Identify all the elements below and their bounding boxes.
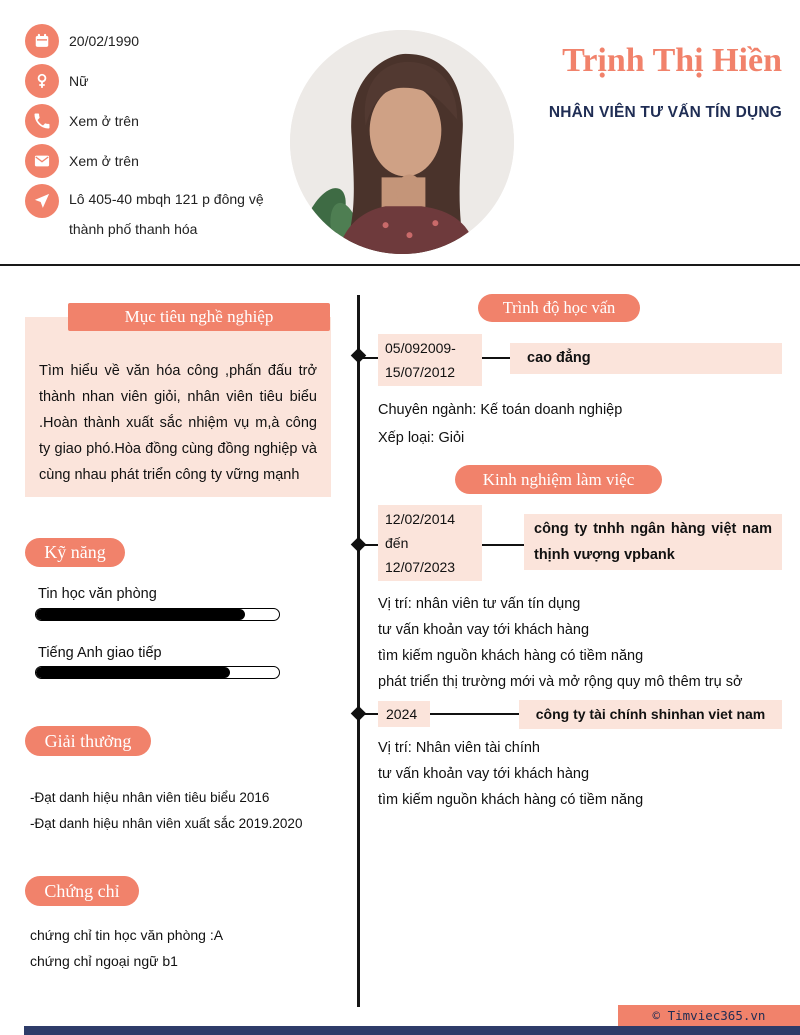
skill-bar-fill — [36, 609, 245, 620]
birthdate-text: 20/02/1990 — [69, 33, 140, 49]
certificates-heading: Chứng chỉ — [25, 876, 139, 906]
education-detail: Xếp loại: Giỏi — [378, 430, 465, 446]
timeline-diamond — [351, 537, 367, 553]
contact-birthdate — [25, 24, 139, 58]
email-text: Xem ở trên — [69, 153, 139, 169]
experience-detail: phát triển thị trường mới và mở rộng quy mô thêm trụ sở — [378, 674, 743, 690]
experience-heading: Kinh nghiệm làm việc — [455, 465, 662, 494]
awards-heading: Giải thưởng — [25, 726, 151, 756]
experience-detail: tư vấn khoản vay tới khách hàng — [378, 766, 590, 782]
timeline-line — [357, 295, 360, 1007]
awards-list — [30, 785, 302, 837]
address-line-1: Lô 405-40 mbqh 121 p đông vệ — [69, 191, 264, 207]
date-line: 12/02/2014 — [385, 511, 456, 527]
experience-detail: Vị trí: nhân viên tư vấn tín dụng — [378, 596, 581, 612]
experience-detail: tìm kiếm nguồn khách hàng có tiềm năng — [378, 792, 644, 808]
certificate-item: chứng chỉ ngoại ngữ b1 — [30, 953, 178, 969]
address-line-2: thành phố thanh hóa — [69, 221, 198, 237]
candidate-job-title: NHÂN VIÊN TƯ VẤN TÍN DỤNG — [548, 104, 782, 121]
location-icon — [25, 184, 59, 218]
contact-gender — [25, 64, 88, 98]
phone-text: Xem ở trên — [69, 113, 139, 129]
skills-heading: Kỹ năng — [25, 538, 125, 567]
skill-label: Tin học văn phòng — [38, 586, 157, 602]
award-item: -Đạt danh hiệu nhân viên tiêu biểu 2016 — [30, 790, 270, 805]
experience-date — [378, 505, 482, 581]
date-line: đến — [385, 535, 409, 551]
address-text — [69, 184, 264, 244]
contact-phone — [25, 104, 139, 138]
experience-company: công ty tài chính shinhan viet nam — [519, 700, 782, 729]
education-details — [378, 396, 622, 452]
experience-details — [378, 591, 742, 695]
skill-label: Tiếng Anh giao tiếp — [38, 645, 162, 661]
candidate-name: Trịnh Thị Hiền — [562, 42, 782, 79]
calendar-icon — [25, 24, 59, 58]
phone-icon — [25, 104, 59, 138]
education-degree: cao đẳng — [510, 343, 782, 374]
certificates-list — [30, 922, 223, 974]
footer-bar — [24, 1026, 800, 1035]
education-date — [378, 334, 482, 386]
site-watermark: © Timviec365.vn — [618, 1005, 800, 1027]
gender-icon — [25, 64, 59, 98]
objective-text: Tìm hiểu về văn hóa công ,phấn đấu trở thành nhan viên giỏi, nhân viên tiêu biểu .Hoàn thành xuất sắc nhiệm vụ m,à công ty giao phó.Hòa đồng cùng đồng nghiệp và cùng nhau phát triển công ty vững mạnh — [39, 363, 317, 483]
contact-email — [25, 144, 139, 178]
email-icon — [25, 144, 59, 178]
date-line: 05/092009- — [385, 340, 456, 356]
education-heading: Trình độ học vấn — [478, 294, 640, 322]
header-divider — [0, 264, 800, 266]
experience-details — [378, 735, 643, 813]
certificate-item: chứng chỉ tin học văn phòng :A — [30, 927, 224, 943]
skill-bar — [35, 608, 280, 621]
contact-address — [25, 184, 264, 244]
experience-date — [378, 701, 430, 727]
date-line: 15/07/2012 — [385, 364, 456, 380]
timeline-diamond — [351, 706, 367, 722]
skill-bar-fill — [36, 667, 230, 678]
experience-company: công ty tnhh ngân hàng việt nam thịnh vượng vpbank — [524, 514, 782, 570]
experience-detail: tư vấn khoản vay tới khách hàng — [378, 622, 590, 638]
experience-detail: Vị trí: Nhân viên tài chính — [378, 740, 540, 756]
objective-heading: Mục tiêu nghề nghiệp — [68, 303, 330, 331]
education-detail: Chuyên ngành: Kế toán doanh nghiệp — [378, 402, 623, 418]
skill-bar — [35, 666, 280, 679]
experience-detail: tìm kiếm nguồn khách hàng có tiềm năng — [378, 648, 644, 664]
date-line: 12/07/2023 — [385, 559, 456, 575]
award-item: -Đạt danh hiệu nhân viên xuất sắc 2019.2020 — [30, 816, 303, 831]
date-line: 2024 — [386, 706, 418, 722]
timeline-diamond — [351, 348, 367, 364]
gender-text: Nữ — [69, 73, 89, 89]
